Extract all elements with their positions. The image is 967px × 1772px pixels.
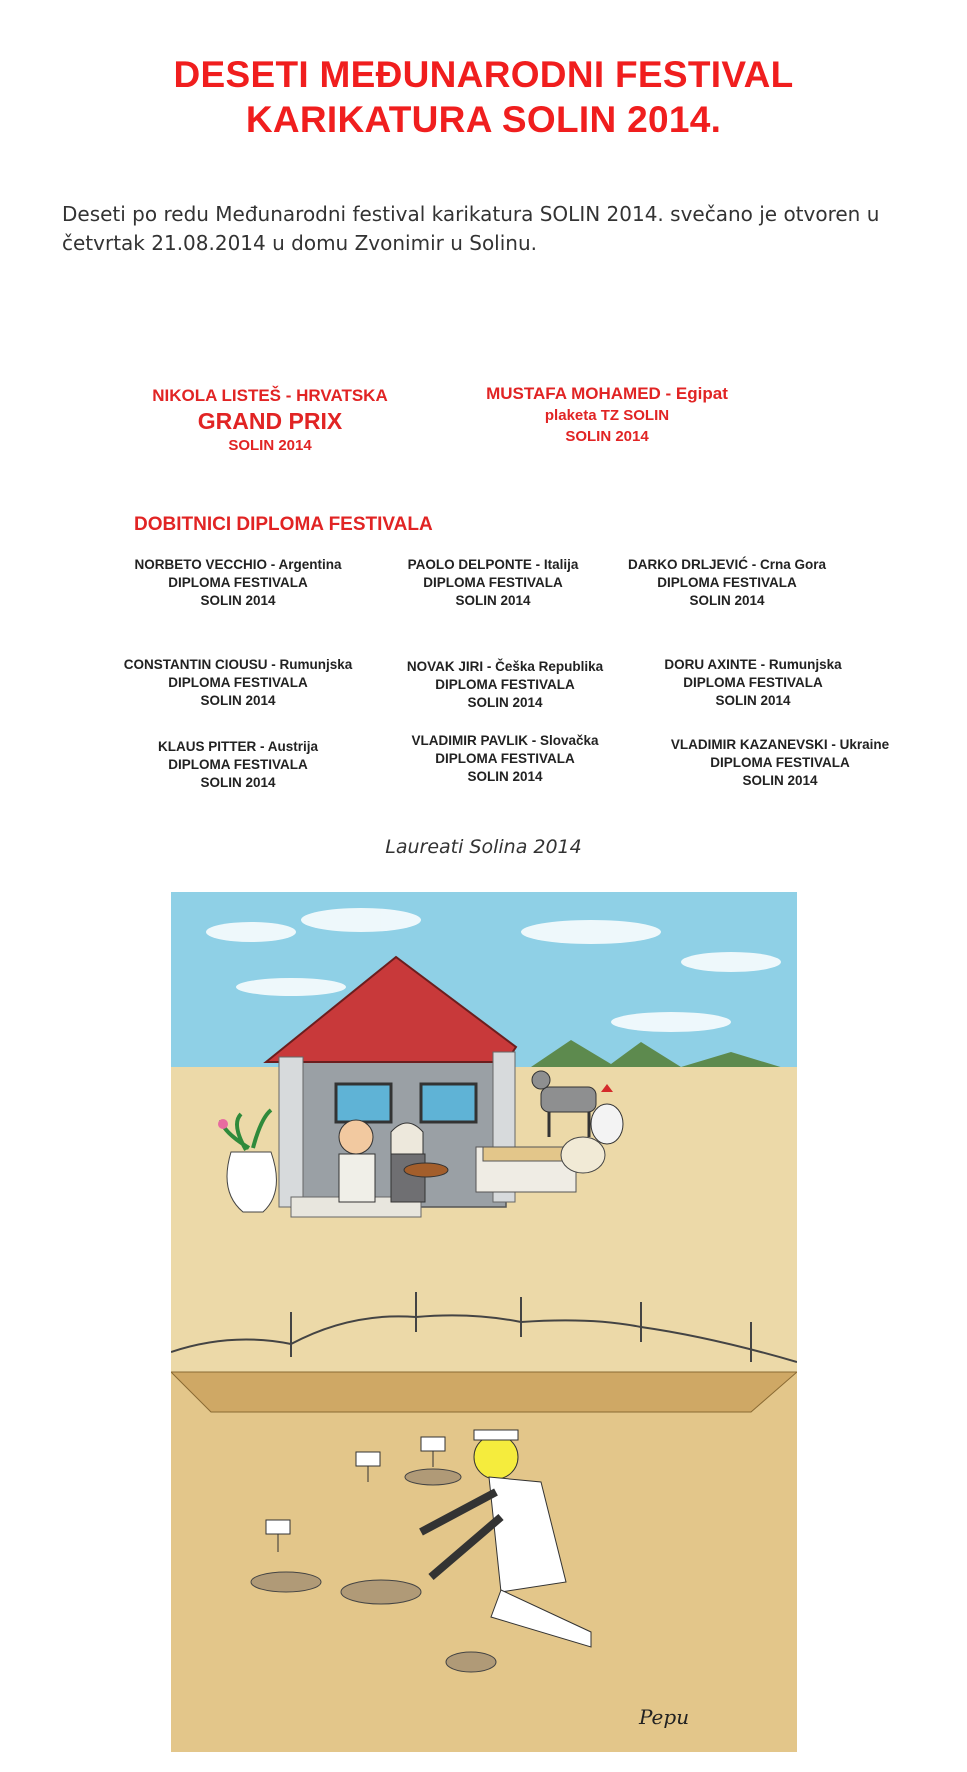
plaque-award: [462, 382, 752, 447]
plaque-title: plaketa TZ SOLIN: [544, 407, 670, 424]
diploma-title: DIPLOMA FESTIVALA: [168, 575, 308, 590]
excavation-pit: [171, 1372, 797, 1752]
page-title-line1: DESETI MEĐUNARODNI FESTIVAL: [173, 54, 794, 95]
diploma-entry: [645, 736, 915, 790]
diploma-title: DIPLOMA FESTIVALA: [423, 575, 563, 590]
diploma-entry: [113, 656, 363, 710]
diploma-entry: [113, 556, 363, 610]
diploma-winner: VLADIMIR KAZANEVSKI - Ukraine: [670, 737, 890, 752]
diploma-event: SOLIN 2014: [200, 775, 276, 790]
pot: [561, 1137, 605, 1173]
diploma-event: SOLIN 2014: [455, 593, 531, 608]
diploma-winner: NORBETO VECCHIO - Argentina: [134, 557, 342, 572]
diploma-event: SOLIN 2014: [689, 593, 765, 608]
diplomas-heading: DOBITNICI DIPLOMA FESTIVALA: [134, 514, 433, 535]
plaque-winner: MUSTAFA MOHAMED - Egipat: [486, 384, 728, 403]
plaque-event: SOLIN 2014: [565, 428, 649, 445]
diploma-winner: CONSTANTIN CIOUSU - Rumunjska: [123, 657, 353, 672]
diploma-title: DIPLOMA FESTIVALA: [657, 575, 797, 590]
diploma-event: SOLIN 2014: [467, 695, 543, 710]
image-caption: Laureati Solina 2014: [385, 836, 582, 858]
diploma-event: SOLIN 2014: [742, 773, 818, 788]
pit-wall: [171, 1372, 797, 1412]
diploma-event: SOLIN 2014: [200, 593, 276, 608]
intro-paragraph: Deseti po redu Međunarodni festival karikatura SOLIN 2014. svečano je otvoren u četvrtak 21.08.2014 u domu Zvonimir u Solinu.: [62, 202, 880, 255]
diploma-winner: VLADIMIR PAVLIK - Slovačka: [411, 733, 599, 748]
page-title-line2: KARIKATURA SOLIN 2014.: [245, 99, 722, 140]
grand-prix-winner: NIKOLA LISTEŠ - HRVATSKA: [152, 386, 388, 405]
diploma-event: SOLIN 2014: [467, 769, 543, 784]
cartoon-drawing: [171, 892, 797, 1752]
diploma-title: DIPLOMA FESTIVALA: [710, 755, 850, 770]
grand-prix-event: SOLIN 2014: [228, 437, 312, 454]
diploma-winner: DARKO DRLJEVIĆ - Crna Gora: [627, 557, 827, 572]
diploma-title: DIPLOMA FESTIVALA: [168, 675, 308, 690]
diploma-title: DIPLOMA FESTIVALA: [435, 677, 575, 692]
diploma-winner: DORU AXINTE - Rumunjska: [664, 657, 842, 672]
artist-signature: Pepu: [639, 1705, 690, 1729]
diploma-entry: [113, 738, 363, 792]
diploma-title: DIPLOMA FESTIVALA: [683, 675, 823, 690]
diploma-winner: KLAUS PITTER - Austrija: [157, 739, 318, 754]
grand-prix-award: [125, 384, 415, 456]
cartoon-illustration: [171, 892, 797, 1752]
diploma-winner: NOVAK JIRI - Češka Republika: [406, 659, 604, 674]
grand-prix-title: GRAND PRIX: [197, 408, 343, 434]
diploma-entry: [380, 658, 630, 712]
diploma-entry: [368, 556, 618, 610]
diploma-event: SOLIN 2014: [200, 693, 276, 708]
page-title: [0, 52, 967, 142]
diploma-title: DIPLOMA FESTIVALA: [168, 757, 308, 772]
diploma-entry: [628, 656, 878, 710]
diploma-title: DIPLOMA FESTIVALA: [435, 751, 575, 766]
diploma-entry: [380, 732, 630, 786]
diploma-winner: PAOLO DELPONTE - Italija: [407, 557, 579, 572]
diploma-event: SOLIN 2014: [715, 693, 791, 708]
diploma-entry: [602, 556, 852, 610]
